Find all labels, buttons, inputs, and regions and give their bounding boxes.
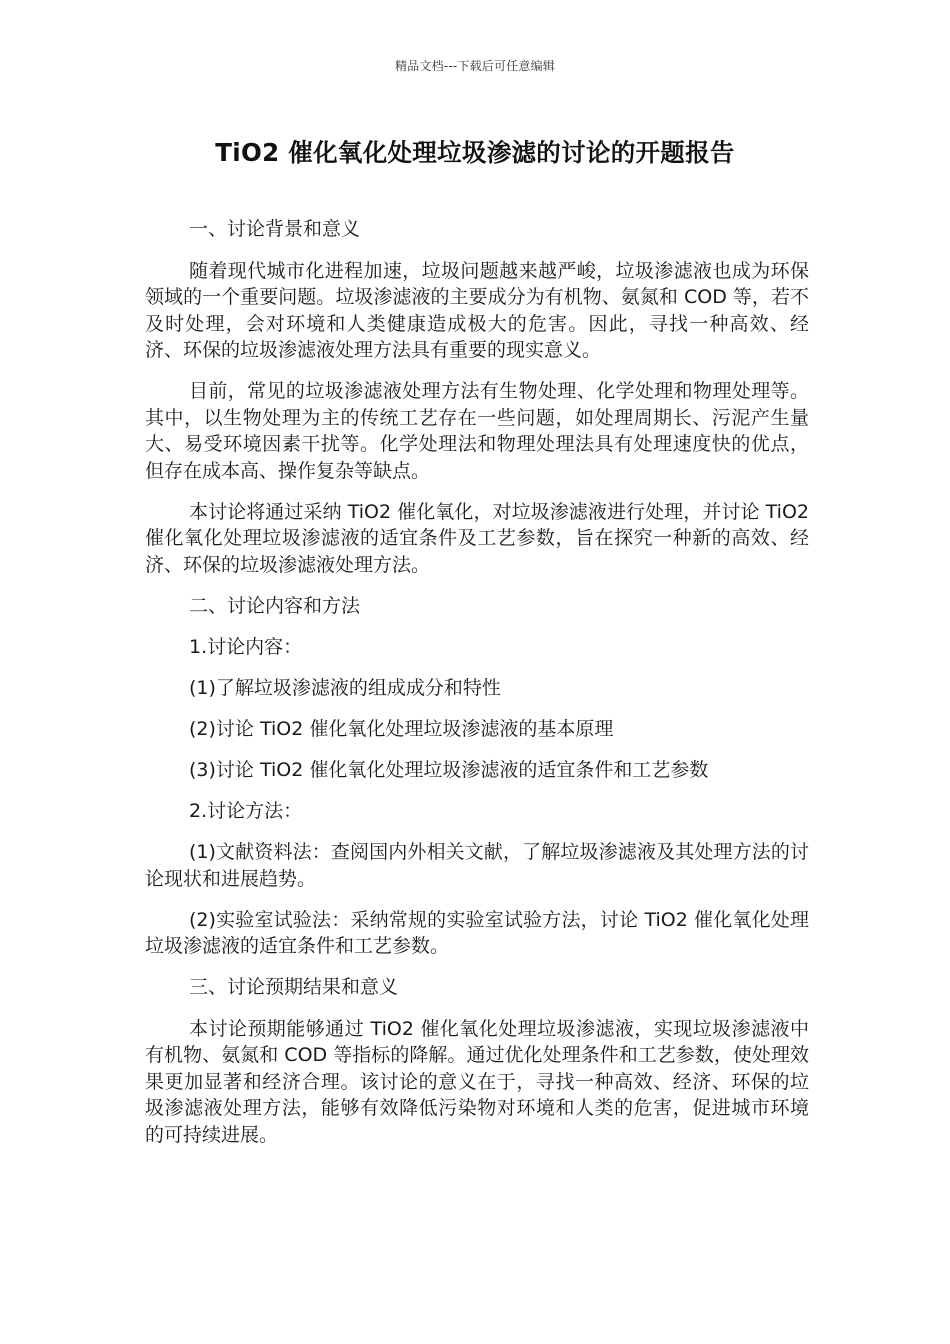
section-heading-expected-results: 三、讨论预期结果和意义 — [189, 976, 399, 998]
paragraph-background-2: 目前，常见的垃圾渗滤液处理方法有生物处理、化学处理和物理处理等。其中，以生物处理为主的传统工艺存在一些问题，如处理周期长、污泥产生量大、易受环境因素干扰等。化学处理法和物理处理法具有处理速度快的优点，但存在成本高、操作复杂等缺点。 — [145, 380, 809, 482]
document-body — [145, 216, 809, 1163]
paragraph-expected-results: 本讨论预期能够通过 TiO2 催化氧化处理垃圾渗滤液，实现垃圾渗滤液中有机物、氨氮和 COD 等指标的降解。通过优化处理条件和工艺参数，使处理效果更加显著和经济合理。该讨论的意义在于，寻找一种高效、经济、环保的垃圾渗滤液处理方法，能够有效降低污染物对环境和人类的危害，促进城市环境的可持续进展。 — [145, 1017, 809, 1146]
subheading-content: 1.讨论内容： — [189, 636, 303, 658]
list-item-content-1: (1)了解垃圾渗滤液的组成成分和特性 — [189, 677, 501, 699]
document-title: TiO2 催化氧化处理垃圾渗滤的讨论的开题报告 — [215, 138, 735, 167]
list-item-method-2: (2)实验室试验法：采纳常规的实验室试验方法，讨论 TiO2 催化氧化处理垃圾渗滤液的适宜条件和工艺参数。 — [145, 908, 809, 957]
list-item-content-2: (2)讨论 TiO2 催化氧化处理垃圾渗滤液的基本原理 — [189, 718, 614, 740]
list-item-content-3: (3)讨论 TiO2 催化氧化处理垃圾渗滤液的适宜条件和工艺参数 — [189, 759, 709, 781]
list-item-method-1: (1)文献资料法：查阅国内外相关文献，了解垃圾渗滤液及其处理方法的讨论现状和进展趋势。 — [145, 841, 809, 890]
header-note: 精品文档---下载后可任意编辑 — [395, 59, 555, 73]
paragraph-background-1: 随着现代城市化进程加速，垃圾问题越来越严峻，垃圾渗滤液也成为环保领域的一个重要问题。垃圾渗滤液的主要成分为有机物、氨氮和 COD 等，若不及时处理，会对环境和人类健康造成极大的危害。因此，寻找一种高效、经济、环保的垃圾渗滤液处理方法具有重要的现实意义。 — [145, 259, 809, 361]
section-heading-content-methods: 二、讨论内容和方法 — [189, 594, 361, 617]
paragraph-background-3: 本讨论将通过采纳 TiO2 催化氧化，对垃圾渗滤液进行处理，并讨论 TiO2 催化氧化处理垃圾渗滤液的适宜条件及工艺参数，旨在探究一种新的高效、经济、环保的垃圾渗滤液处理方法。 — [145, 500, 809, 576]
section-heading-background: 一、讨论背景和意义 — [189, 218, 361, 240]
subheading-methods: 2.讨论方法： — [189, 800, 303, 822]
